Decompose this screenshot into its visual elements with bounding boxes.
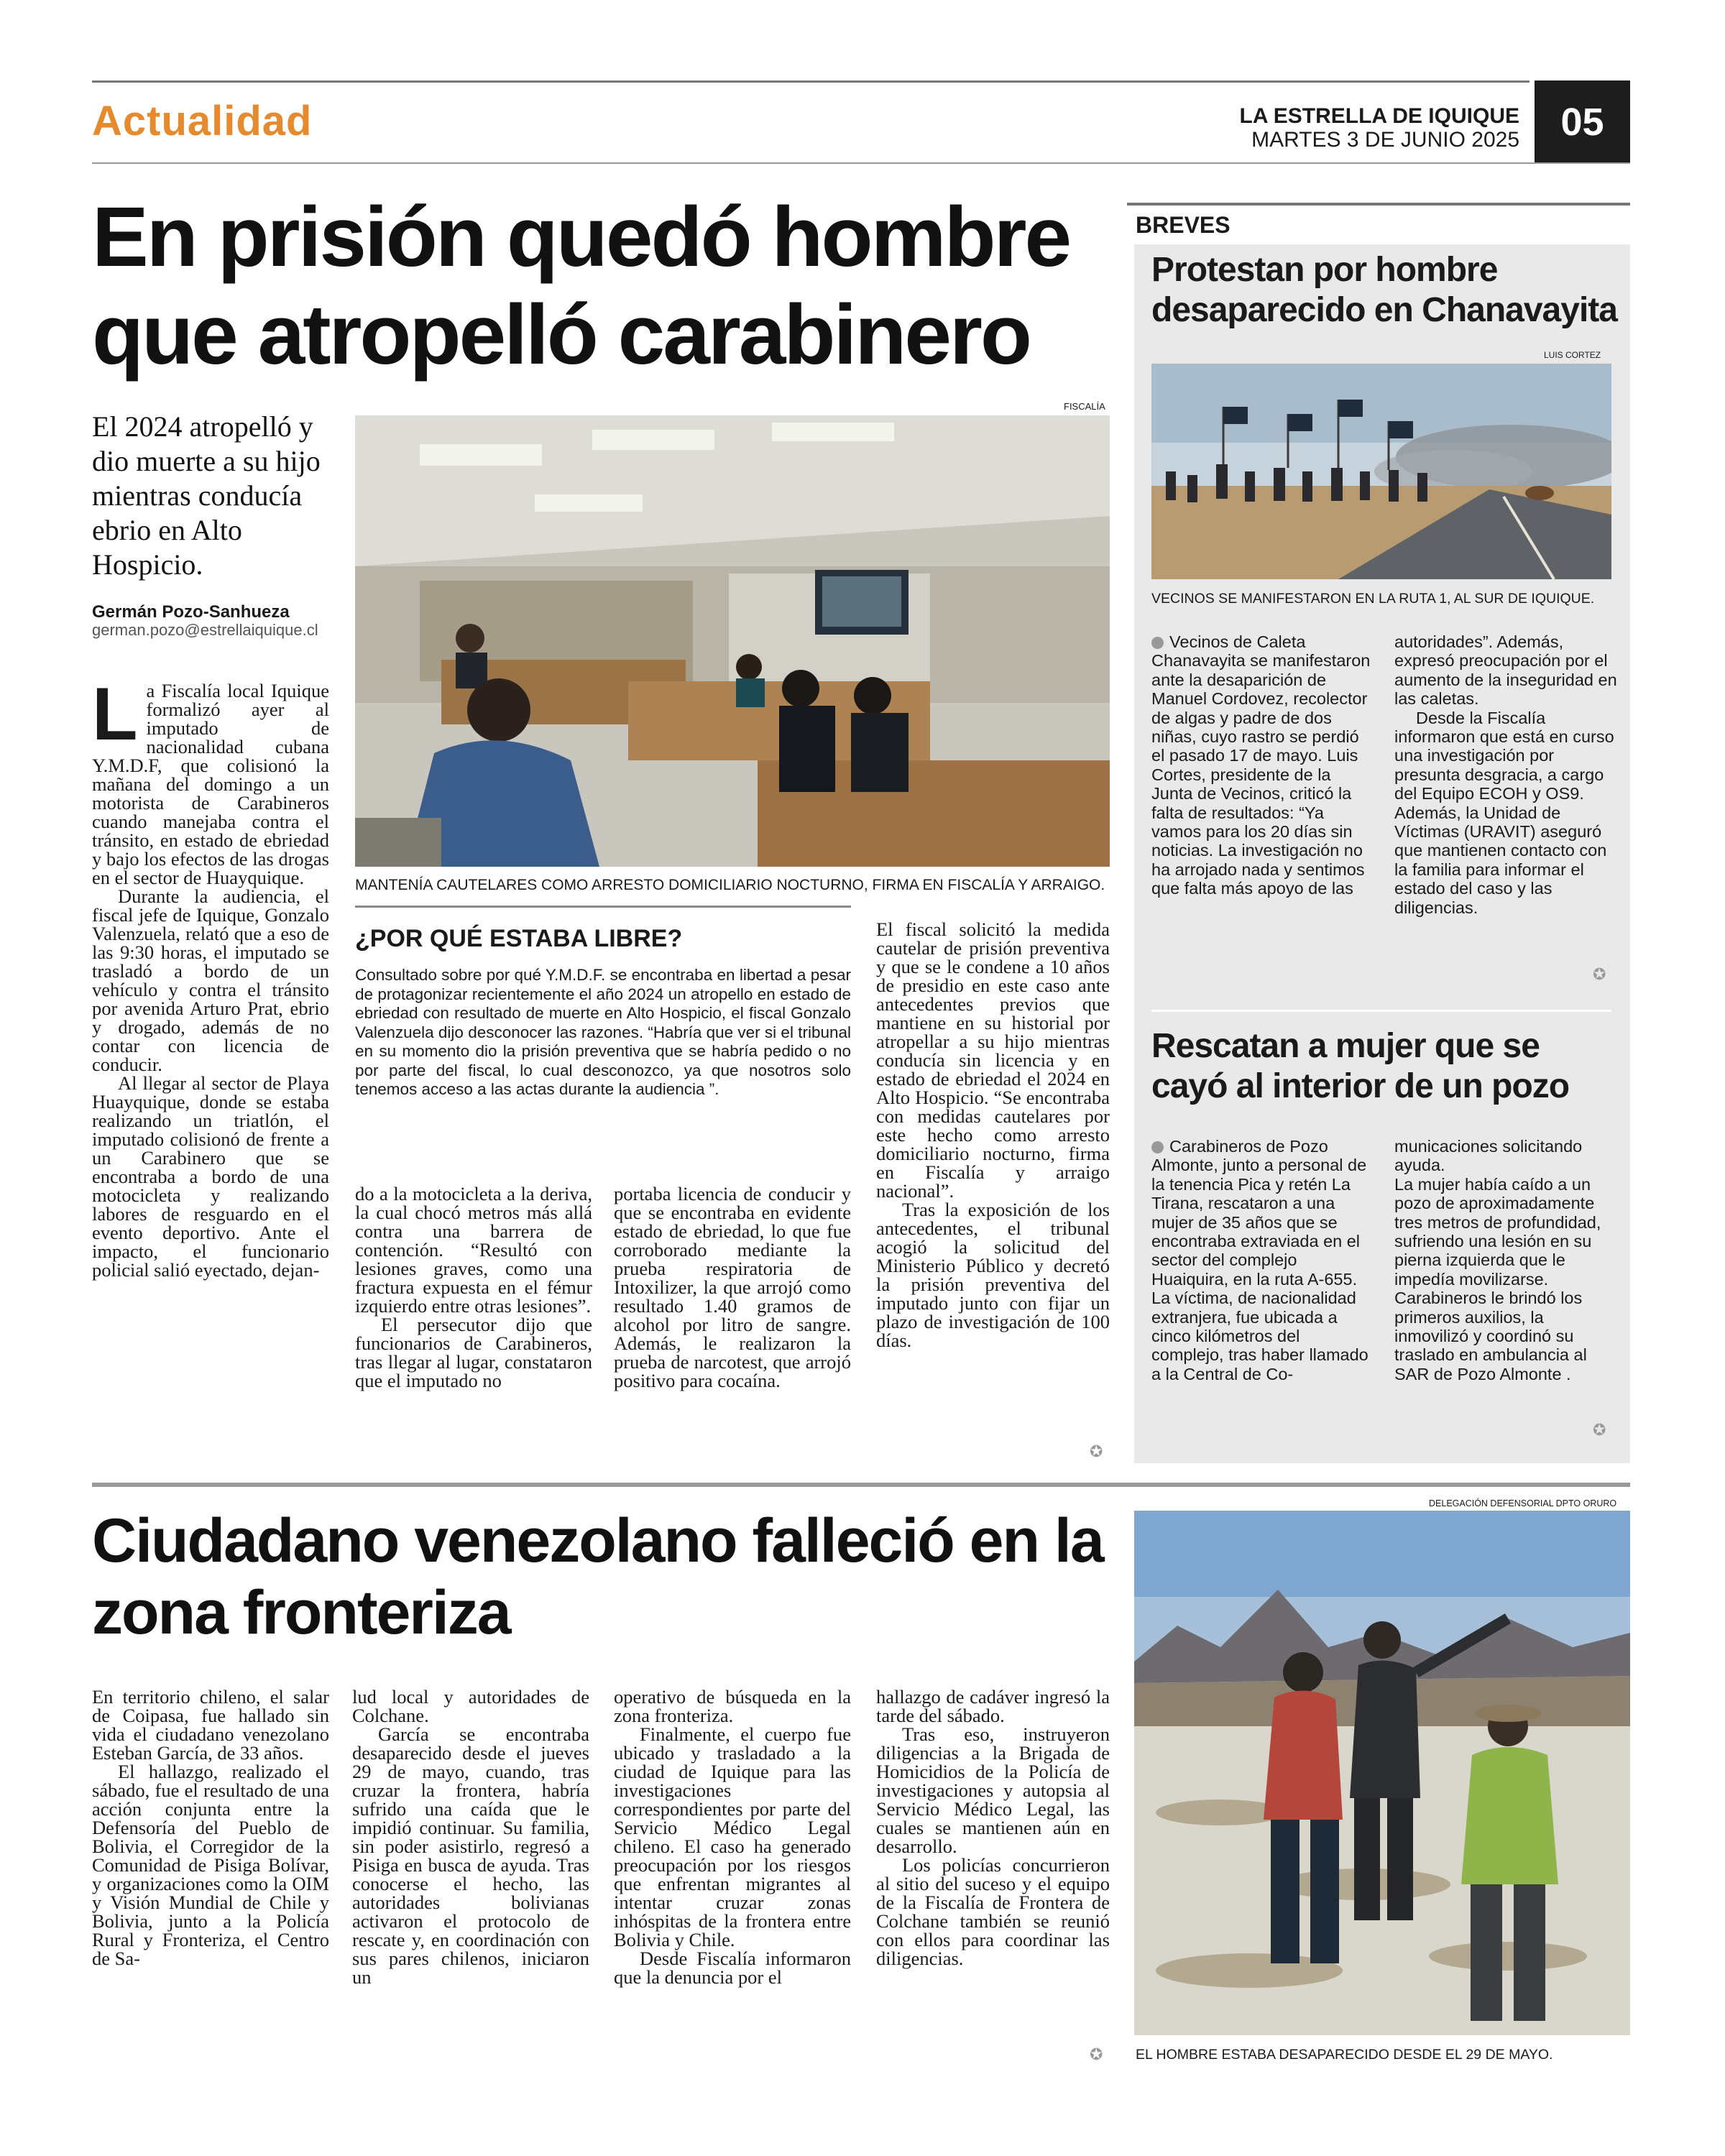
article-paragraph: operativo de búsqueda en la zona fronteriza. [614,1686,851,1726]
brief-paragraph: Desde la Fiscalía informaron que está en curso una investigación por presunta desgracia, a cargo del Equipo ECOH y OS9. Además, la Unidad de Víctimas (URAVIT) aseguró que mantienen contacto con la familia para informar el estado del caso y las diligencias. [1394,708,1614,917]
photo-caption: EL HOMBRE ESTABA DESAPARECIDO DESDE EL 29 DE MAYO. [1136,2047,1553,2063]
article-column-4 [876,920,1110,1350]
brief-paragraph: La mujer había caído a un pozo de aproximadamente tres metros de profundidad, sufriendo una lesión en su pierna izquierda que le impedía movilizarse. Carabineros le brindó los primeros auxilios, la inmovilizó y coordinó su traslado en ambulancia al SAR de Pozo Almonte . [1394,1174,1601,1383]
salar-photo [1134,1511,1630,2035]
article-column-6 [352,1687,589,1986]
article-paragraph: Finalmente, el cuerpo fue ubicado y trasladado a la ciudad de Iquique para las investigaciones correspondientes por parte del Servicio Médico Legal chileno. El caso ha generado preocupación por los riesgos que enfrentan migrantes al intentar cruzar zonas inhóspitas de la frontera entre Bolivia y Chile. [614,1723,851,1950]
courtroom-photo [355,415,1110,867]
article-column-8 [876,1687,1110,1968]
article-paragraph: Al llegar al sector de Playa Huayquique, donde se estaba realizando un triatlón, el imputado colisionó de frente a un Carabinero que se encontraba a bordo de una motocicleta y realizando labores de resguardo en el evento deportivo. Ante el impacto, el funcionario policial salió eyectado, dejan- [92,1072,329,1281]
header-top-rule [92,80,1530,83]
newspaper-name: LA ESTRELLA DE IQUIQUE [1239,104,1519,128]
article-paragraph: Durante la audiencia, el fiscal jefe de Iquique, Gonzalo Valenzuela, relató que a eso de las 9:30 horas, el imputado se trasladó a bordo de un vehículo y contra el tránsito por avenida Arturo Prat, ebrio y drogado, además de no contar con licencia de conducir. [92,885,329,1075]
brief-text [1151,632,1374,898]
protest-photo [1151,364,1611,579]
brief-text [1151,1137,1374,1383]
sidebar-text: Consultado sobre por qué Y.M.D.F. se encontraba en libertad a pesar de protagonizar recientemente el año 2024 un atropello en estado de ebriedad con resultado de muerte en Alto Hospicio, el fiscal Gonzalo Valenzuela dijo desconocer las razones. “Habría que ver si el tribunal en su momento dio la prisión preventiva que se habría pedido o no por parte del fiscal, lo cual desconozco, ya que nosotros solo tenemos acceso a las actas durante la audiencia ”. [355,966,851,1098]
brief-divider [1151,1010,1611,1012]
bottom-story-rule [92,1483,1630,1487]
brief-text [1394,632,1617,917]
section-label: Actualidad [92,98,313,144]
caption-rule [355,906,851,908]
brief-paragraph: Carabineros de Pozo Almonte, junto a personal de la tenencia Pica y retén La Tirana, rescataron a una mujer de 35 años que se encontraba extraviada en el sector del complejo Huaiquira, en la ruta A-655. La víctima, de nacionalidad extranjera, fue ubicada a cinco kilómetros del complejo, tras haber llamado a la Central de Co- [1151,1137,1368,1383]
brief-text [1394,1137,1617,1383]
main-subhead: El 2024 atropelló y dio muerte a su hijo mientras conducía ebrio en Alto Hospicio. [92,410,321,581]
article-column-2 [355,1184,592,1390]
end-mark-icon: ✪ [1593,966,1606,984]
brief-paragraph: autoridades”. Además, expresó preocupación por el aumento de la inseguridad en las caletas. [1394,632,1617,709]
brief-paragraph: municaciones solicitando ayuda. [1394,1137,1583,1175]
bullet-dot-icon [1151,1141,1164,1153]
article-paragraph: Los policías concurrieron al sitio del suceso y el equipo de la Fiscalía de Frontera de Colchane también se reunió con ellos para coordinar las diligencias. [876,1854,1110,1969]
breves-label: BREVES [1136,212,1230,238]
article-paragraph: a Fiscalía local Iquique formalizó ayer al imputado de nacionalidad cubana Y.M.D.F, que colisionó la mañana del domingo a un motorista de Carabineros cuando manejaba contra el tránsito, en estado de ebriedad y bajo los efectos de las drogas en el sector de Huayquique. [92,680,329,888]
brief-paragraph: Vecinos de Caleta Chanavayita se manifestaron ante la desaparición de Manuel Cordovez, recolector de algas y padre de dos niñas, cuyo rastro se perdió el pasado 17 de mayo. Luis Cortes, presidente de la Junta de Vecinos, criticó la falta de resultados: “Ya vamos para los 20 días sin noticias. La investigación no ha arrojado nada y sentimos que falta más apoyo de las [1151,632,1371,898]
article-column-3 [614,1184,851,1390]
byline-email: german.pozo@estrellaiquique.cl [92,621,318,639]
brief-headline: Rescatan a mujer que se cayó al interior de un pozo [1151,1027,1570,1105]
byline-author: Germán Pozo-Sanhueza [92,602,290,622]
article-paragraph: do a la motocicleta a la deriva, la cual chocó metros más allá contra una barrera de contención. “Resultó con lesiones graves, como una fractura expuesta en el fémur izquierdo entre otras lesiones”. [355,1183,592,1317]
breves-rule [1127,203,1630,206]
article-paragraph: portaba licencia de conducir y que se encontraba en evidente estado de ebriedad, lo que fue corroborado mediante la prueba respiratoria de Intoxilizer, la que arrojó como resultado 1.40 gramos de alcohol por litro de sangre. Además, le realizaron la prueba de narcotest, que arrojó positivo para cocaína. [614,1183,851,1391]
end-mark-icon: ✪ [1090,1443,1103,1461]
drop-cap: L [92,673,138,756]
article-paragraph: El hallazgo, realizado el sábado, fue el resultado de una acción conjunta entre la Defensoría del Pueblo de Bolivia, el Corregidor de la Comunidad de Pisiga Bolívar, y organizaciones como la OIM y Visión Mundial de Chile y Bolivia, junto a la Policía Rural y Fronteriza, el Centro de Sa- [92,1761,329,1969]
issue-date: MARTES 3 DE JUNIO 2025 [1251,128,1519,152]
photo-credit: DELEGACIÓN DEFENSORIAL DPTO ORURO [1429,1498,1617,1508]
end-mark-icon: ✪ [1090,2046,1103,2064]
main-headline: En prisión quedó hombre que atropelló carabinero [92,190,1070,382]
article-paragraph: Tras eso, instruyeron diligencias a la Brigada de Homicidios de la Policía de investigaciones y autopsia al Servicio Médico Legal, las cuales se mantienen aún en desarrollo. [876,1723,1110,1857]
photo-credit: FISCALÍA [1064,401,1105,412]
article-paragraph: El persecutor dijo que funcionarios de Carabineros, tras llegar al lugar, constataron que el imputado no [355,1314,592,1391]
sidebar-title: ¿POR QUÉ ESTABA LIBRE? [355,925,683,952]
bullet-dot-icon [1151,637,1164,649]
photo-caption: VECINOS SE MANIFESTARON EN LA RUTA 1, AL SUR DE IQUIQUE. [1151,591,1595,607]
article-column-1 [92,673,329,1281]
article-column-7 [614,1687,851,1986]
photo-credit: LUIS CORTEZ [1544,350,1601,360]
article-paragraph: García se encontraba desaparecido desde el jueves 29 de mayo, cuando, tras cruzar la frontera, habría sufrido una caída que le impidió continuar. Su familia, sin poder asistirlo, regresó a Pisiga en busca de ayuda. Tras conocerse el hecho, las autoridades bolivianas activaron el protocolo de rescate y, en coordinación con sus pares chilenos, iniciaron un [352,1723,589,1988]
article-paragraph: Tras la exposición de los antecedentes, el tribunal acogió la solicitud del Ministerio Público y decretó la prisión preventiva del imputado junto con fijar un plazo de investigación de 100 días. [876,1199,1110,1351]
article-column-5 [92,1687,329,1968]
article-paragraph: En territorio chileno, el salar de Coipasa, fue hallado sin vida el ciudadano venezolano Esteban García, de 33 años. [92,1686,329,1764]
brief-headline: Protestan por hombre desaparecido en Chanavayita [1151,251,1617,329]
photo-caption: MANTENÍA CAUTELARES COMO ARRESTO DOMICILIARIO NOCTURNO, FIRMA EN FISCALÍA Y ARRAIGO. [355,877,1105,893]
bottom-headline: Ciudadano venezolano falleció en la zona fronteriza [92,1506,1103,1647]
article-paragraph: El fiscal solicitó la medida cautelar de prisión preventiva y que se le condene a 10 años de presidio en este caso ante antecedentes previos que mantiene en su historial por atropellar a su hijo mientras conducía sin licencia y en estado de ebriedad el 2024 en Alto Hospicio. “Se encontraba con medidas cautelares por este hecho como arresto domiciliario nocturno, firma en Fiscalía y arraigo nacional”. [876,918,1110,1202]
article-paragraph: Desde Fiscalía informaron que la denuncia por el [614,1948,851,1988]
page-number: 05 [1535,80,1630,163]
article-paragraph: hallazgo de cadáver ingresó la tarde del sábado. [876,1686,1110,1726]
header-bottom-rule [92,162,1630,164]
article-paragraph: lud local y autoridades de Colchane. [352,1686,589,1726]
end-mark-icon: ✪ [1593,1422,1606,1439]
